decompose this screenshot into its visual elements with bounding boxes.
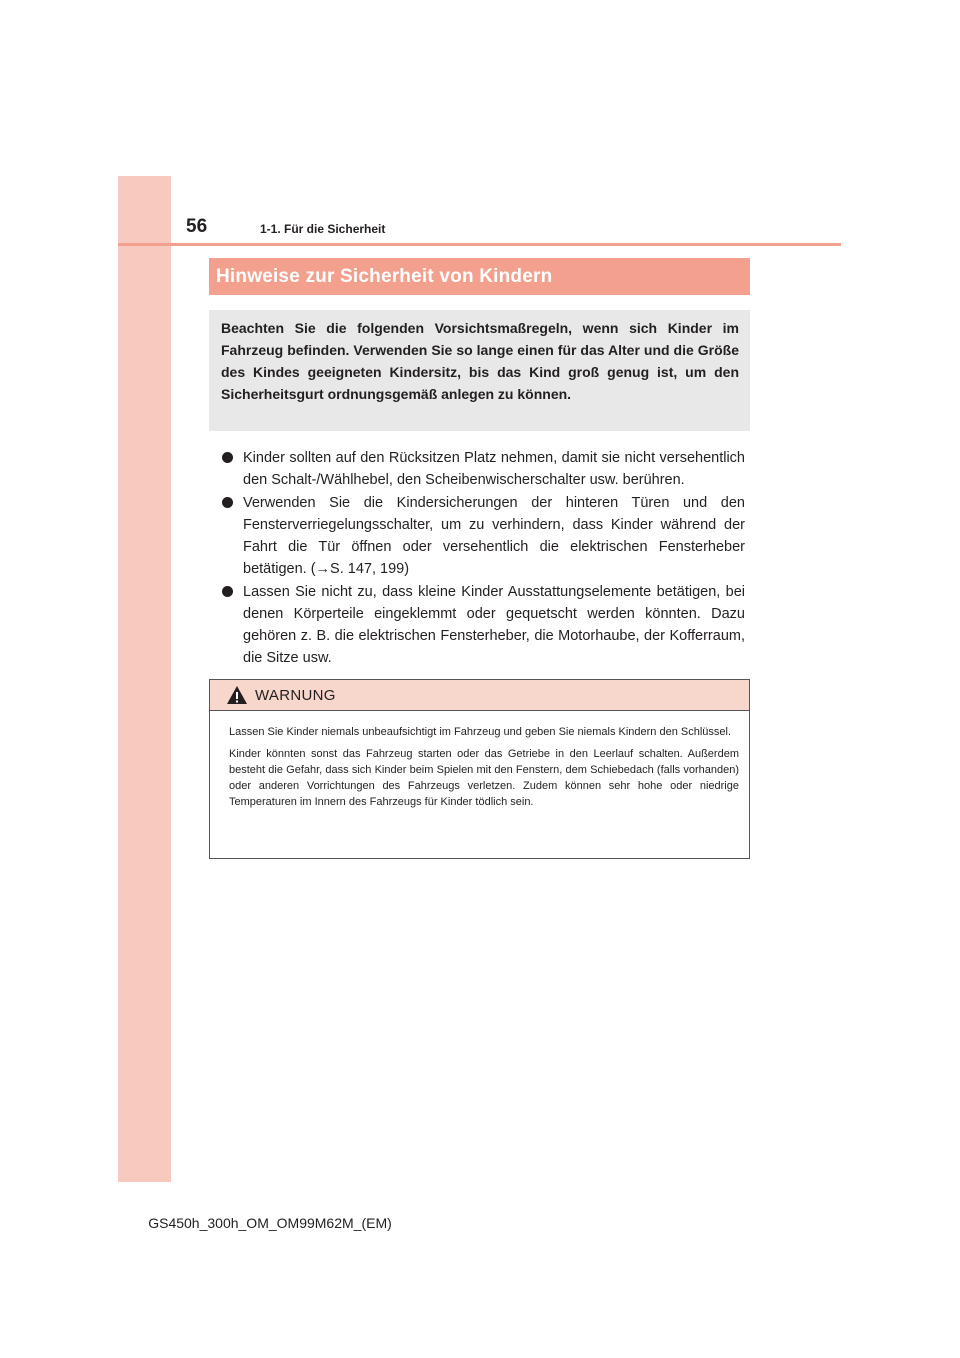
bullet-text: Kinder sollten auf den Rücksitzen Platz nehmen, damit sie nicht versehentlich den Schalt-/Wählhebel, den Scheibenwischerschalter usw. berühren. <box>243 450 745 488</box>
bullet-text: Lassen Sie nicht zu, dass kleine Kinder Ausstattungselemente betätigen, bei denen Körperteile eingeklemmt oder gequetscht werden könnten. Dazu gehören z. B. die elektrischen Fensterheber, die Motorhaube, der Kofferraum, die Sitze usw. <box>243 584 745 666</box>
bullet-dot-icon <box>222 497 233 508</box>
intro-text: Beachten Sie die folgenden Vorsichtsmaßregeln, wenn sich Kinder im Fahrzeug befinden. Verwenden Sie so lange einen für das Alter und die Größe des Kindes geeigneten Kindersitz, bis das Kind groß genug ist, um den Sicherheitsgurt ordnungsgemäß anlegen zu können. <box>221 320 739 402</box>
warning-body <box>210 711 749 810</box>
warning-triangle-icon <box>226 685 248 705</box>
header-rule <box>118 243 841 246</box>
heading-title: Hinweise zur Sicherheit von Kindern <box>216 265 553 287</box>
bullet-list <box>222 447 745 670</box>
intro-box <box>209 310 750 431</box>
warning-paragraph: Kinder könnten sonst das Fahrzeug starten oder das Getriebe in den Leerlauf schalten. Außerdem besteht die Gefahr, dass sich Kinder beim Spielen mit den Fenstern, dem Schiebedach (falls vorhanden) oder anderen Vorrichtungen des Fahrzeugs verletzen. Zudem können sehr hohe oder niedrige Temperaturen im Innern des Fahrzeugs für Kinder tödlich sein. <box>229 748 739 808</box>
heading-bar <box>209 258 750 295</box>
section-title: 1-1. Für die Sicherheit <box>260 222 386 236</box>
warning-paragraph: Lassen Sie Kinder niemals unbeaufsichtigt im Fahrzeug und geben Sie niemals Kindern den Schlüssel. <box>229 726 732 738</box>
bullet-item <box>222 492 745 580</box>
footer-code: GS450h_300h_OM_OM99M62M_(EM) <box>148 1215 392 1231</box>
side-band <box>118 176 171 1182</box>
bullet-text: Verwenden Sie die Kindersicherungen der hinteren Türen und den Fensterverriegelungsschalter, um zu verhindern, dass Kinder während der Fahrt die Tür öffnen oder versehentlich die elektrischen Fensterheber betätigen. (→S. 147, 199) <box>243 495 745 577</box>
bullet-item <box>222 447 745 491</box>
bullet-dot-icon <box>222 452 233 463</box>
warning-label: WARNUNG <box>255 686 336 704</box>
warning-box <box>209 679 750 859</box>
bullet-item <box>222 581 745 669</box>
page-number: 56 <box>186 216 208 237</box>
warning-header <box>210 680 749 711</box>
bullet-dot-icon <box>222 586 233 597</box>
